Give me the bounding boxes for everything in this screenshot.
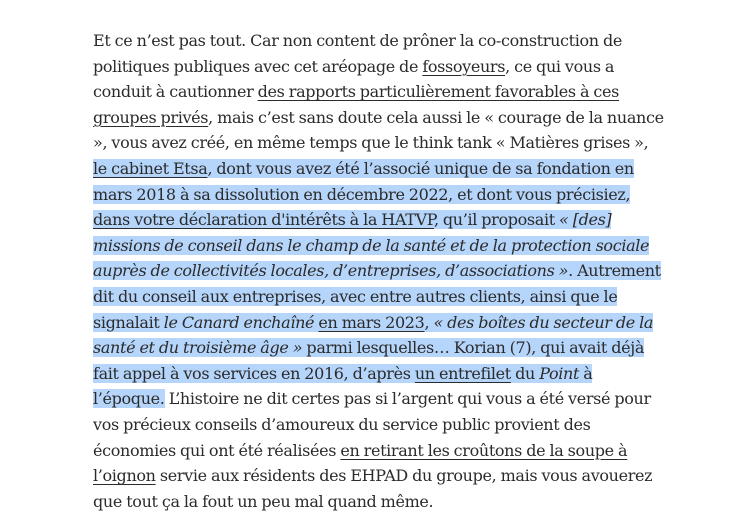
quote-boites-du-secteur: « des boîtes du secteur de la santé et du troisième âge » — [93, 312, 654, 358]
link-cabinet-etsa[interactable]: le cabinet Etsa — [93, 158, 208, 178]
quote-missions-de-conseil: missions de conseil dans le champ de la santé et de la protection sociale auprès de collectivités locales, d’entreprises, d’associations — [93, 235, 650, 281]
link-fossoyeurs[interactable]: fossoyeurs — [422, 56, 506, 76]
text-segment: , dont vous avez été l’associé unique de sa fondation en mars 2018 à sa dissolution en décembre 2022, et dont vous précisiez, — [93, 158, 634, 204]
article-body — [93, 28, 665, 514]
text-segment: . Autrement dit du conseil aux entreprises, avec entre autres clients, ainsi que le signalait — [93, 261, 661, 332]
text-segment: à l’époque. — [93, 363, 593, 409]
text-segment: , mais c’est sans doute cela aussi le « courage de la nuance », vous avez créé, en même temps que le think tank « Matières grises », — [93, 107, 664, 153]
link-un-entrefilet[interactable]: un entrefilet — [414, 363, 511, 383]
article-paragraph — [93, 28, 665, 514]
text-segment: Et ce n’est pas tout. Car non content de prôner la co-construction de politiques publiques avec cet aréopage de — [93, 31, 622, 76]
text-selection-highlight — [93, 159, 661, 408]
link-declaration-hatvp[interactable]: dans votre déclaration d'intérêts à la HATVP — [93, 210, 434, 230]
text-segment: du — [510, 363, 540, 383]
text-segment: servie aux résidents des EHPAD du groupe, mais vous avouerez que tout ça la fout un peu mal quand même. — [93, 466, 653, 511]
link-en-mars-2023[interactable]: en mars 2023 — [318, 312, 425, 332]
text-segment: L’histoire ne dit certes pas si l’argent qui vous a été versé pour vos précieux conseils d’amoureux du service public provient des économies qui ont été réalisées — [93, 389, 651, 460]
quote-close: » — [554, 261, 569, 281]
text-segment: , — [424, 312, 434, 332]
publication-point: Point — [539, 363, 580, 383]
text-segment: , ce qui vous a conduit à cautionner — [93, 56, 615, 102]
link-croutons-soupe[interactable]: en retirant les croûtons de la soupe à l’oignon — [93, 440, 628, 486]
text-segment: , qu’il proposait — [433, 210, 560, 230]
text-segment: parmi lesquelles… Korian (7), qui avait déjà fait appel à vos services en 2016, d’après — [93, 338, 645, 383]
link-rapports-favorables[interactable]: des rapports particulièrement favorables à ces groupes privés — [93, 82, 619, 127]
publication-canard-enchaine: le Canard enchaîné — [163, 312, 315, 332]
quote-open: « [des] — [559, 210, 612, 230]
